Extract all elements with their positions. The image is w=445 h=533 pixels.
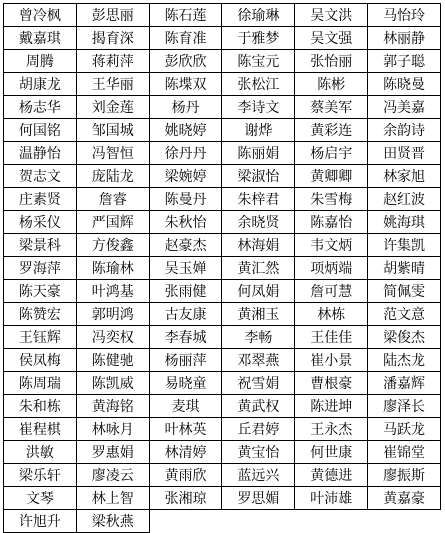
name-cell: 詹睿 [76, 188, 149, 211]
table-row [4, 96, 441, 119]
name-cell: 方俊鑫 [76, 234, 149, 257]
name-cell: 梁乐轩 [4, 464, 77, 487]
name-cell: 蓝远兴 [222, 464, 295, 487]
name-cell: 吴玉婵 [149, 257, 222, 280]
name-cell: 陈晓曼 [368, 73, 441, 96]
table-row [4, 234, 441, 257]
table-row [4, 487, 441, 510]
name-cell: 林丽静 [368, 27, 441, 50]
name-cell: 杨志华 [4, 96, 77, 119]
name-cell: 梁景科 [4, 234, 77, 257]
name-cell: 李畅 [222, 326, 295, 349]
name-cell: 张湘琼 [149, 487, 222, 510]
name-cell: 贺志文 [4, 165, 77, 188]
name-cell: 廖泽长 [368, 395, 441, 418]
name-cell: 严国辉 [76, 211, 149, 234]
name-cell: 马跃龙 [368, 418, 441, 441]
name-cell: 蒋莉萍 [76, 50, 149, 73]
table-row [4, 165, 441, 188]
name-cell: 王华丽 [76, 73, 149, 96]
name-cell: 庄素贤 [4, 188, 77, 211]
name-cell: 吴文洪 [295, 4, 368, 27]
name-cell: 陈曼丹 [149, 188, 222, 211]
name-cell: 戴嘉琪 [4, 27, 77, 50]
name-cell: 许集凯 [368, 234, 441, 257]
name-table-body [4, 4, 441, 533]
name-cell: 李春城 [149, 326, 222, 349]
name-cell: 曹根豪 [295, 372, 368, 395]
name-cell: 刘金莲 [76, 96, 149, 119]
name-cell: 朱秋怡 [149, 211, 222, 234]
table-row [4, 50, 441, 73]
name-cell: 詹可慧 [295, 280, 368, 303]
table-row [4, 326, 441, 349]
name-cell: 于雅梦 [222, 27, 295, 50]
name-cell: 廖凌云 [76, 464, 149, 487]
name-cell: 洪敏 [4, 441, 77, 464]
name-cell: 冯美嘉 [368, 96, 441, 119]
name-cell: 赵红波 [368, 188, 441, 211]
name-cell: 吴文强 [295, 27, 368, 50]
empty-cell [222, 510, 295, 533]
name-cell: 杨启宇 [295, 142, 368, 165]
table-row [4, 4, 441, 27]
name-cell: 徐丹丹 [149, 142, 222, 165]
name-cell: 崔程棋 [4, 418, 77, 441]
name-cell: 廖振斯 [368, 464, 441, 487]
name-cell: 马怡玲 [368, 4, 441, 27]
name-cell: 黄雨欣 [149, 464, 222, 487]
name-cell: 韦文炳 [295, 234, 368, 257]
name-cell: 黄卿卿 [295, 165, 368, 188]
name-cell: 杨采仪 [4, 211, 77, 234]
name-cell: 王钰辉 [4, 326, 77, 349]
name-cell: 罗海萍 [4, 257, 77, 280]
name-cell: 何世康 [295, 441, 368, 464]
name-cell: 梁秋燕 [76, 510, 149, 533]
name-cell: 温静怡 [4, 142, 77, 165]
name-cell: 陈堞双 [149, 73, 222, 96]
name-cell: 易晓童 [149, 372, 222, 395]
name-cell: 姚晓婷 [149, 119, 222, 142]
name-cell: 古友康 [149, 303, 222, 326]
name-cell: 叶鸿基 [76, 280, 149, 303]
name-table [3, 3, 441, 533]
name-cell: 陈周瑞 [4, 372, 77, 395]
name-cell: 陈石莲 [149, 4, 222, 27]
name-cell: 陆杰龙 [368, 349, 441, 372]
empty-cell [295, 510, 368, 533]
name-cell: 罗思媚 [222, 487, 295, 510]
name-cell: 祝雪娟 [222, 372, 295, 395]
name-cell: 叶沛雄 [295, 487, 368, 510]
name-cell: 林上智 [76, 487, 149, 510]
name-cell: 徐瑜琳 [222, 4, 295, 27]
name-cell: 何凤娟 [222, 280, 295, 303]
name-cell: 林栋 [295, 303, 368, 326]
name-cell: 侯凤梅 [4, 349, 77, 372]
name-cell: 谢烨 [222, 119, 295, 142]
name-cell: 赵豪杰 [149, 234, 222, 257]
table-row [4, 395, 441, 418]
name-cell: 王永杰 [295, 418, 368, 441]
name-cell: 庞陆龙 [76, 165, 149, 188]
name-cell: 胡紫晴 [368, 257, 441, 280]
name-cell: 张怡丽 [295, 50, 368, 73]
name-cell: 陈天豪 [4, 280, 77, 303]
name-cell: 叶林英 [149, 418, 222, 441]
empty-cell [368, 510, 441, 533]
name-cell: 黄德进 [295, 464, 368, 487]
name-cell: 田贤晋 [368, 142, 441, 165]
table-row [4, 119, 441, 142]
name-cell: 陈宝元 [222, 50, 295, 73]
table-row [4, 464, 441, 487]
name-cell: 王佳佳 [295, 326, 368, 349]
name-cell: 梁俊杰 [368, 326, 441, 349]
table-row [4, 142, 441, 165]
name-cell: 许旭升 [4, 510, 77, 533]
name-cell: 胡康龙 [4, 73, 77, 96]
table-row [4, 280, 441, 303]
name-cell: 陈丽娟 [222, 142, 295, 165]
name-cell: 余晓贤 [222, 211, 295, 234]
name-cell: 张松江 [222, 73, 295, 96]
name-cell: 蔡美军 [295, 96, 368, 119]
name-cell: 梁淑怡 [222, 165, 295, 188]
name-cell: 崔锦堂 [368, 441, 441, 464]
table-row [4, 27, 441, 50]
name-cell: 林咏月 [76, 418, 149, 441]
name-cell: 陈凯威 [76, 372, 149, 395]
name-cell: 李诗文 [222, 96, 295, 119]
name-cell: 林清婷 [149, 441, 222, 464]
name-cell: 陈进坤 [295, 395, 368, 418]
name-cell: 邹国城 [76, 119, 149, 142]
name-cell: 曾冷枫 [4, 4, 77, 27]
name-cell: 冯智恒 [76, 142, 149, 165]
name-cell: 黄宝怡 [222, 441, 295, 464]
name-cell: 朱和栋 [4, 395, 77, 418]
name-cell: 杨丽萍 [149, 349, 222, 372]
table-row [4, 211, 441, 234]
empty-cell [149, 510, 222, 533]
name-cell: 林家旭 [368, 165, 441, 188]
name-cell: 何国铭 [4, 119, 77, 142]
name-cell: 揭育深 [76, 27, 149, 50]
name-cell: 范文意 [368, 303, 441, 326]
name-cell: 冯奕权 [76, 326, 149, 349]
table-row [4, 303, 441, 326]
name-cell: 陈健驰 [76, 349, 149, 372]
name-cell: 项炳端 [295, 257, 368, 280]
table-row [4, 349, 441, 372]
name-cell: 麦琪 [149, 395, 222, 418]
name-cell: 黄湘玉 [222, 303, 295, 326]
name-cell: 郭明鸿 [76, 303, 149, 326]
name-cell: 邓翠燕 [222, 349, 295, 372]
name-cell: 黄彩连 [295, 119, 368, 142]
name-cell: 彭欣欣 [149, 50, 222, 73]
name-cell: 文琴 [4, 487, 77, 510]
name-cell: 陈彬 [295, 73, 368, 96]
name-cell: 朱雪梅 [295, 188, 368, 211]
name-cell: 崔小景 [295, 349, 368, 372]
name-cell: 张雨健 [149, 280, 222, 303]
name-cell: 黄汇然 [222, 257, 295, 280]
name-cell: 黄海铭 [76, 395, 149, 418]
name-cell: 梁婉婷 [149, 165, 222, 188]
name-cell: 丘君婷 [222, 418, 295, 441]
table-row [4, 510, 441, 533]
name-cell: 罗惠娟 [76, 441, 149, 464]
name-cell: 姚海琪 [368, 211, 441, 234]
name-cell: 潘嘉辉 [368, 372, 441, 395]
name-cell: 黄武权 [222, 395, 295, 418]
name-cell: 郭子聪 [368, 50, 441, 73]
table-row [4, 372, 441, 395]
table-row [4, 257, 441, 280]
name-cell: 黄嘉豪 [368, 487, 441, 510]
table-row [4, 441, 441, 464]
name-cell: 陈赞宏 [4, 303, 77, 326]
name-cell: 余韵诗 [368, 119, 441, 142]
table-row [4, 418, 441, 441]
name-cell: 陈嘉怡 [295, 211, 368, 234]
name-cell: 杨丹 [149, 96, 222, 119]
name-cell: 林海娟 [222, 234, 295, 257]
name-cell: 周腾 [4, 50, 77, 73]
table-row [4, 73, 441, 96]
name-cell: 陈育准 [149, 27, 222, 50]
name-cell: 朱梓君 [222, 188, 295, 211]
name-cell: 简佩雯 [368, 280, 441, 303]
table-row [4, 188, 441, 211]
name-cell: 陈瑜林 [76, 257, 149, 280]
name-cell: 彭思丽 [76, 4, 149, 27]
